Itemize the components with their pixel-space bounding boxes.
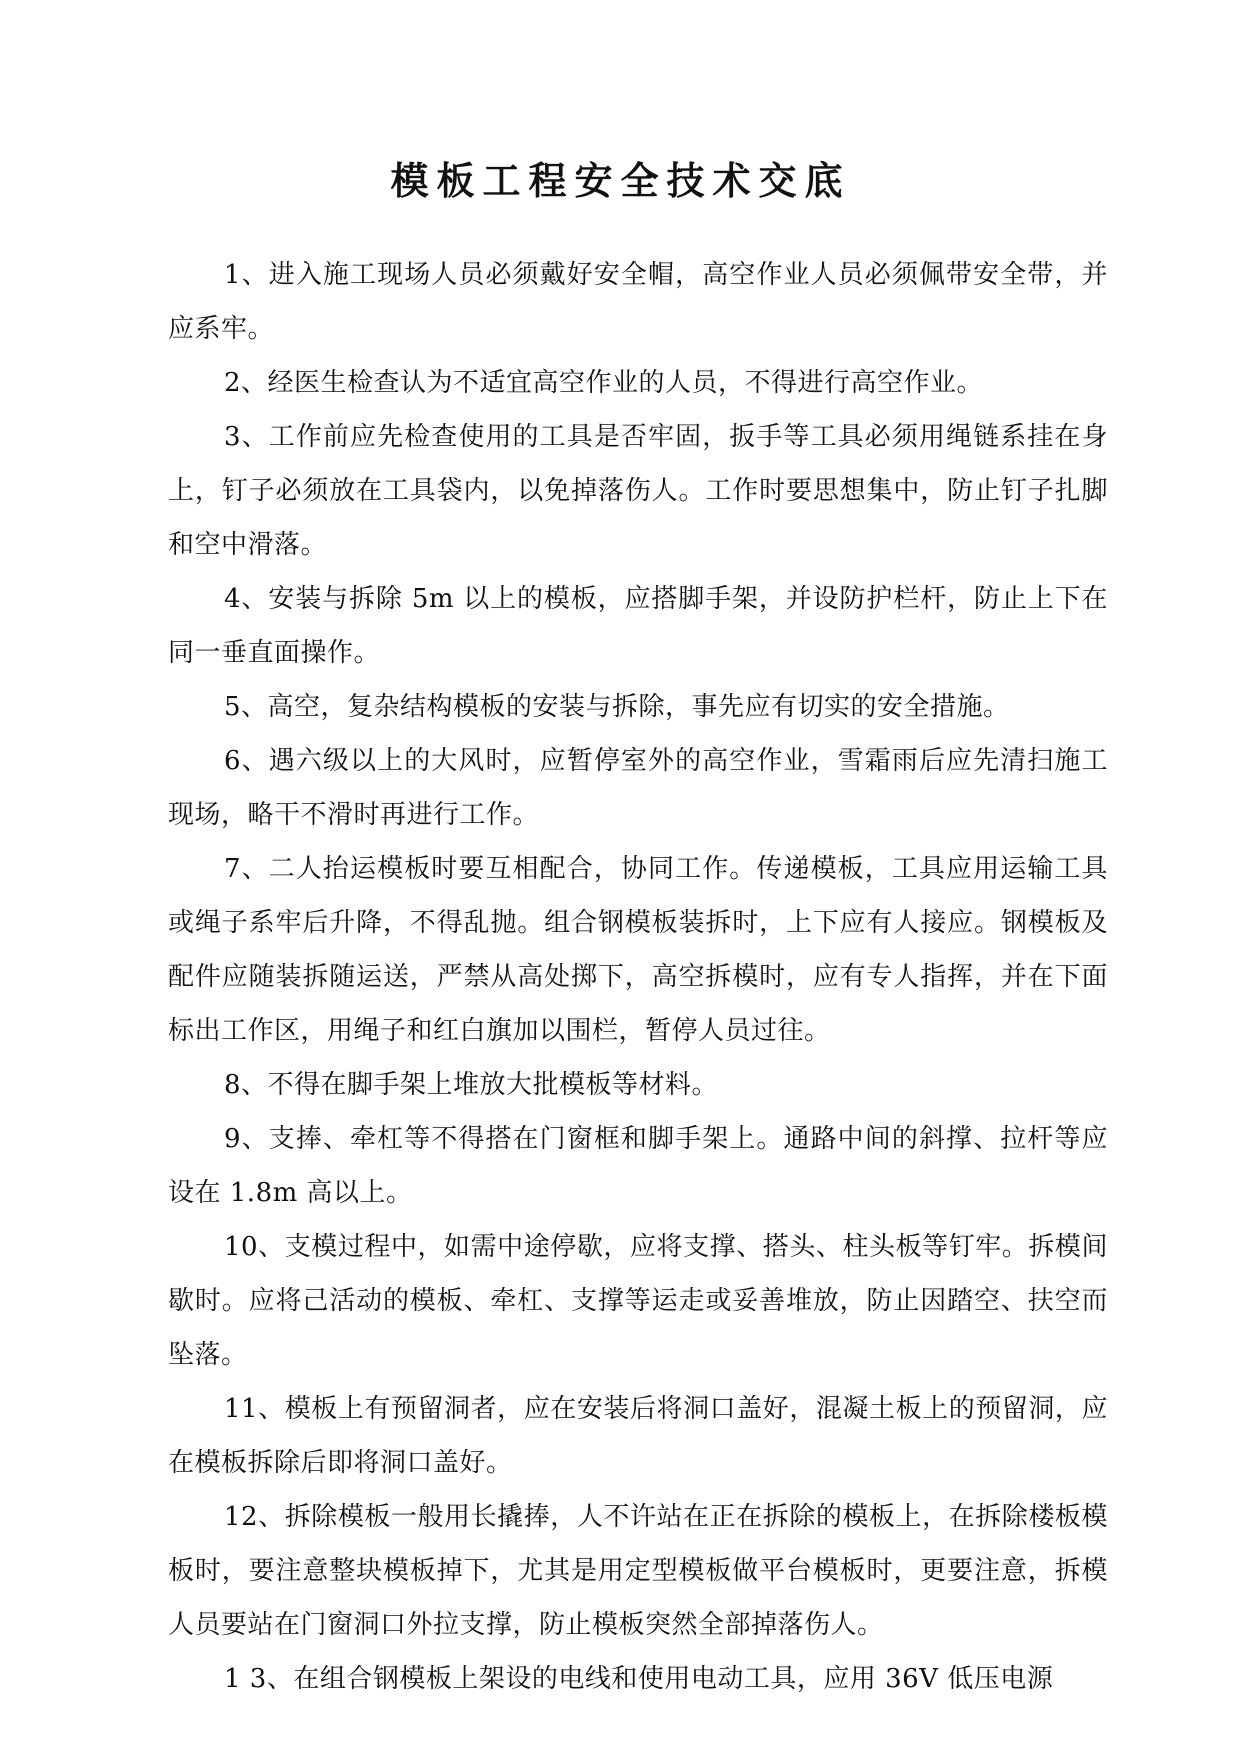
paragraph-9: 9、支捧、牵杠等不得搭在门窗框和脚手架上。通路中间的斜撑、拉杆等应设在 1.8m 高以上。 — [168, 1124, 1108, 1208]
paragraph-11: 11、模板上有预留洞者，应在安装后将洞口盖好，混凝土板上的预留洞，应在模板拆除后即将洞口盖好。 — [168, 1394, 1108, 1478]
paragraph-1: 1、进入施工现场人员必须戴好安全帽，高空作业人员必须佩带安全带，并应系牢。 — [168, 260, 1108, 344]
paragraph-10: 10、支模过程中，如需中途停歇，应将支撑、搭头、柱头板等钉牢。拆模间歇时。应将己活动的模板、牵杠、支撑等运走或妥善堆放，防止因踏空、扶空而坠落。 — [168, 1232, 1108, 1370]
document-title: 模板工程安全技术交底 — [390, 158, 851, 203]
paragraph-8: 8、不得在脚手架上堆放大批模板等材料。 — [224, 1070, 719, 1100]
document-body — [168, 248, 1108, 1706]
paragraph-6: 6、遇六级以上的大风时，应暂停室外的高空作业，雪霜雨后应先清扫施工现场，略干不滑时再进行工作。 — [168, 746, 1108, 830]
paragraph-13: 1 3、在组合钢模板上架设的电线和使用电动工具，应用 36V 低压电源 — [224, 1664, 1054, 1694]
paragraph-12: 12、拆除模板一般用长撬捧，人不许站在正在拆除的模板上，在拆除楼板模板时，要注意整块模板掉下，尤其是用定型模板做平台模板时，更要注意，拆模人员要站在门窗洞口外拉支撑，防止模板突然全部掉落伤人。 — [168, 1502, 1108, 1640]
paragraph-3: 3、工作前应先检查使用的工具是否牢固，扳手等工具必须用绳链系挂在身上，钉子必须放在工具袋内，以免掉落伤人。工作时要思想集中，防止钉子扎脚和空中滑落。 — [168, 422, 1108, 560]
paragraph-7: 7、二人抬运模板时要互相配合，协同工作。传递模板，工具应用运输工具或绳子系牢后升降，不得乱抛。组合钢模板装拆时，上下应有人接应。钢模板及配件应随装拆随运送，严禁从高处掷下，高空拆模时，应有专人指挥，并在下面标出工作区，用绳子和红白旗加以围栏，暂停人员过往。 — [168, 854, 1108, 1046]
paragraph-4: 4、安装与拆除 5m 以上的模板，应搭脚手架，并设防护栏杆，防止上下在同一垂直面操作。 — [168, 584, 1108, 668]
paragraph-5: 5、高空，复杂结构模板的安装与拆除，事先应有切实的安全措施。 — [224, 692, 1010, 722]
paragraph-2: 2、经医生检查认为不适宜高空作业的人员，不得进行高空作业。 — [224, 368, 984, 398]
